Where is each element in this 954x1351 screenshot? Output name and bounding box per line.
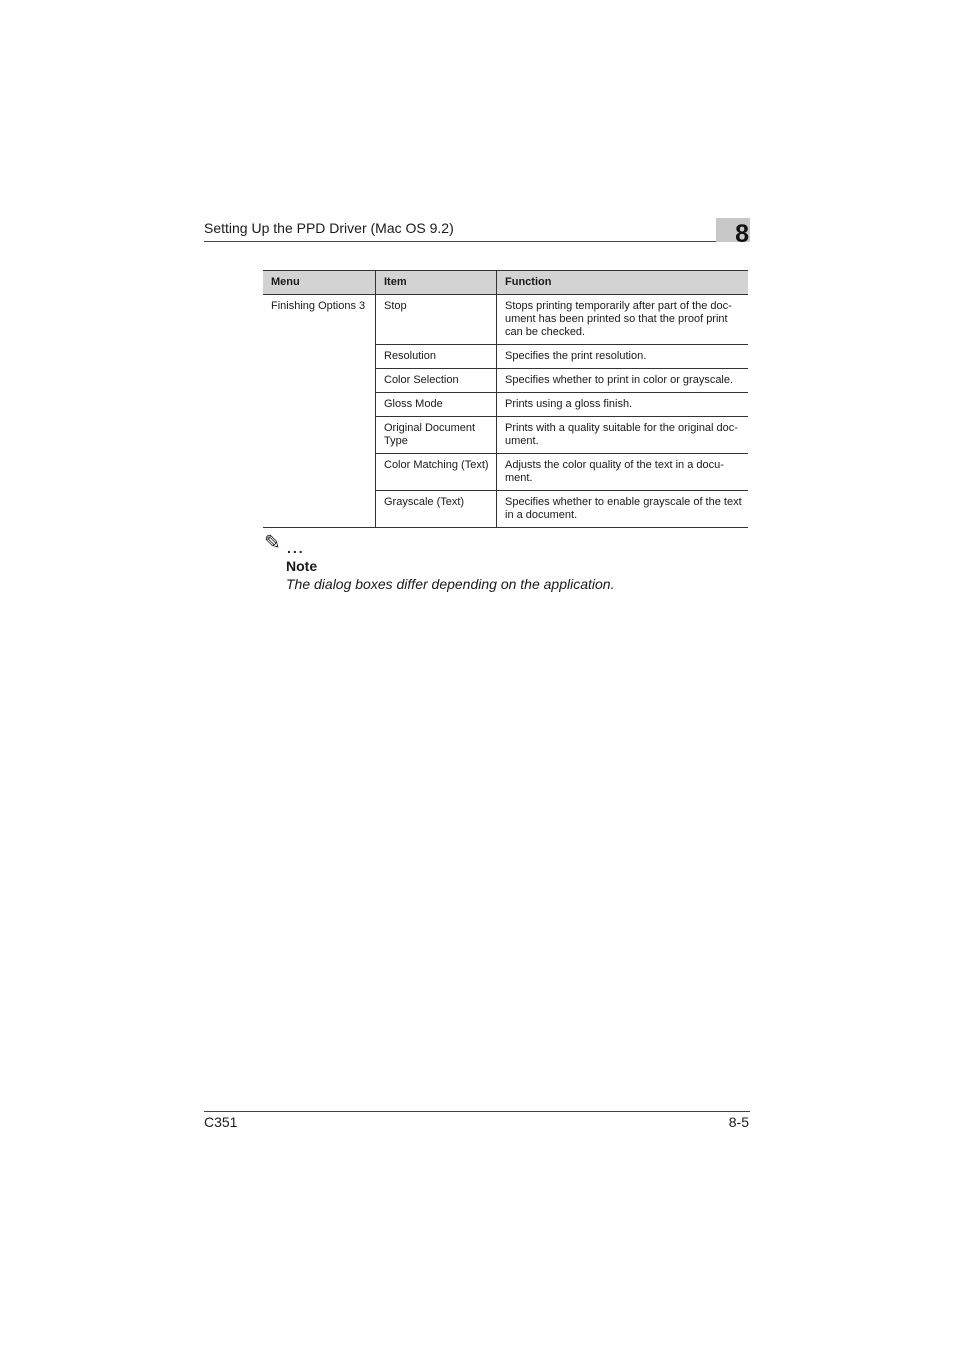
menu-cell: Finishing Options 3 bbox=[263, 295, 376, 528]
note-text: The dialog boxes differ depending on the application. bbox=[286, 576, 615, 592]
note-label: Note bbox=[286, 558, 318, 574]
column-header-function: Function bbox=[497, 271, 749, 295]
finishing-options-table bbox=[263, 270, 748, 528]
item-cell: Color Selection bbox=[376, 369, 497, 393]
item-cell: Color Matching (Text) bbox=[376, 454, 497, 491]
item-cell: Stop bbox=[376, 295, 497, 345]
note-dots: ... bbox=[287, 540, 305, 556]
footer-page-number: 8-5 bbox=[728, 1114, 749, 1130]
chapter-badge bbox=[716, 218, 750, 248]
column-header-item: Item bbox=[376, 271, 497, 295]
item-cell: Grayscale (Text) bbox=[376, 491, 497, 528]
table-row bbox=[263, 295, 748, 345]
item-cell: Original Document Type bbox=[376, 417, 497, 454]
function-cell: Adjusts the color quality of the text in a docu-ment. bbox=[497, 454, 749, 491]
function-cell: Stops printing temporarily after part of the doc-ument has been printed so that the proof print can be checked. bbox=[497, 295, 749, 345]
function-cell: Specifies whether to print in color or grayscale. bbox=[497, 369, 749, 393]
header-rule bbox=[204, 241, 750, 242]
column-header-menu: Menu bbox=[263, 271, 376, 295]
table-header-row bbox=[263, 271, 748, 295]
function-cell: Specifies the print resolution. bbox=[497, 345, 749, 369]
pencil-icon: ✎ bbox=[264, 532, 281, 554]
page-header-title: Setting Up the PPD Driver (Mac OS 9.2) bbox=[204, 220, 454, 236]
chapter-number: 8 bbox=[735, 220, 749, 248]
function-cell: Prints using a gloss finish. bbox=[497, 393, 749, 417]
function-cell: Specifies whether to enable grayscale of the text in a document. bbox=[497, 491, 749, 528]
footer-rule bbox=[204, 1111, 750, 1112]
footer-model: C351 bbox=[204, 1114, 238, 1130]
item-cell: Gloss Mode bbox=[376, 393, 497, 417]
function-cell: Prints with a quality suitable for the original doc-ument. bbox=[497, 417, 749, 454]
item-cell: Resolution bbox=[376, 345, 497, 369]
